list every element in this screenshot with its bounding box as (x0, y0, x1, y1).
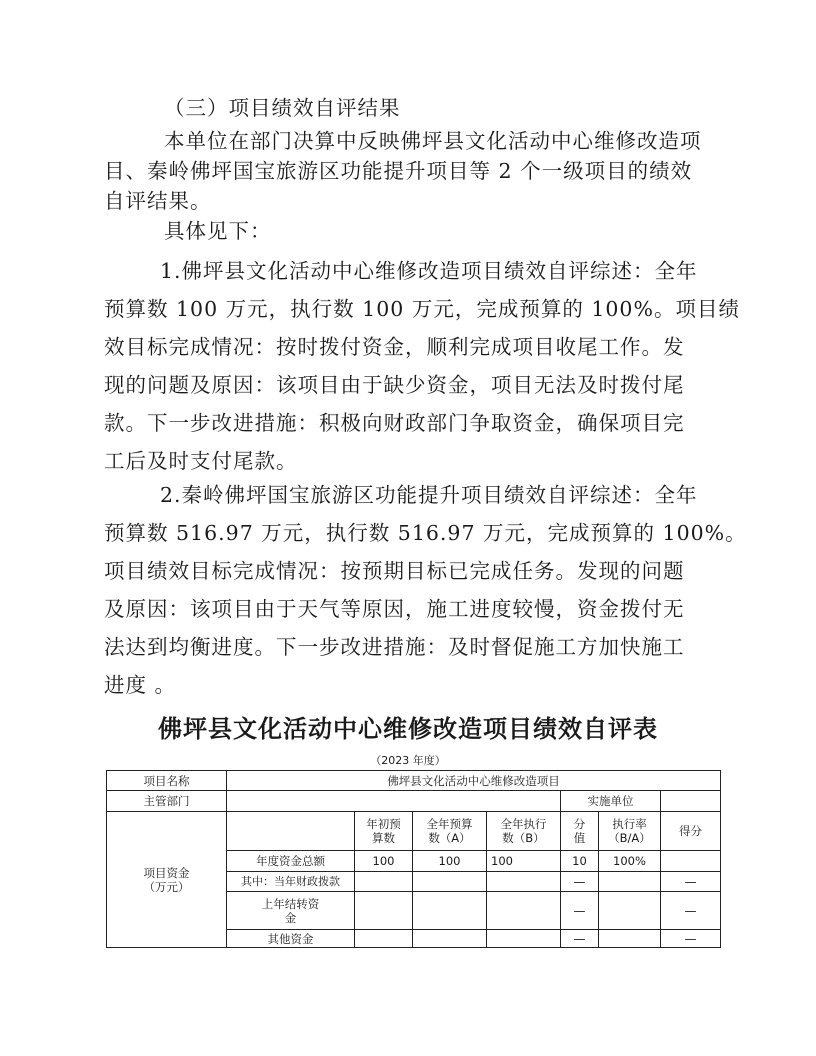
cell-points: — (561, 930, 599, 948)
item1-line: 预算数 100 万元，执行数 100 万元，完成预算的 100%。项目绩 (104, 297, 740, 321)
detail-lead-text: 具体见下： (164, 219, 272, 243)
item1-line: 效目标完成情况：按时拨付资金，顺利完成项目收尾工作。发 (104, 335, 685, 359)
cell-rate: 100% (599, 851, 661, 872)
table-row (107, 791, 721, 812)
cell-annual (413, 892, 487, 930)
item2-paragraph (104, 476, 747, 704)
table-title: 佛坪县文化活动中心维修改造项目绩效自评表 (158, 715, 658, 743)
project-name-value: 佛坪县文化活动中心维修改造项目 (227, 771, 721, 791)
cell-exec (487, 872, 561, 892)
row-label: 其中：当年财政拨款 (227, 872, 355, 892)
performance-table (106, 770, 721, 948)
cell-rate (599, 892, 661, 930)
blank-header-cell (227, 812, 355, 851)
item1-line: 款。下一步改进措施：积极向财政部门争取资金，确保项目完 (104, 411, 685, 435)
item1-paragraph (104, 252, 740, 480)
detail-lead-paragraph (104, 216, 704, 251)
intro-line: 目、秦岭佛坪国宝旅游区功能提升项目等 2 个一级项目的绩效 (104, 159, 693, 183)
header-annual-exec: 全年执行 数（B） (487, 812, 561, 851)
cell-annual: 100 (413, 851, 487, 872)
cell-rate (599, 872, 661, 892)
item2-line: 项目绩效目标完成情况：按预期目标已完成任务。发现的问题 (104, 559, 685, 583)
dept-value (227, 791, 561, 812)
item1-line: 现的问题及原因：该项目由于缺少资金，项目无法及时拨付尾 (104, 373, 685, 397)
item2-line: 预算数 516.97 万元，执行数 516.97 万元，完成预算的 100%。 (104, 521, 747, 545)
cell-score: — (661, 872, 721, 892)
table-year: （2023 年度） (370, 754, 446, 767)
project-name-label: 项目名称 (107, 771, 227, 791)
intro-paragraph (104, 126, 704, 216)
header-exec-rate: 执行率 （B/A） (599, 812, 661, 851)
cell-exec (487, 892, 561, 930)
cell-points: 10 (561, 851, 599, 872)
item2-line: 及原因：该项目由于天气等原因，施工进度较慢，资金拨付无 (104, 597, 685, 621)
impl-unit-label: 实施单位 (561, 791, 661, 812)
cell-initial (355, 872, 413, 892)
cell-exec (487, 930, 561, 948)
dept-label: 主管部门 (107, 791, 227, 812)
cell-initial: 100 (355, 851, 413, 872)
table-row (107, 771, 721, 791)
section-heading-text: （三）项目绩效自评结果 (164, 96, 401, 120)
row-label: 年度资金总额 (227, 851, 355, 872)
item2-line: 2.秦岭佛坪国宝旅游区功能提升项目绩效自评综述：全年 (160, 483, 698, 507)
funds-label: 项目资金 （万元） (107, 812, 227, 948)
item1-line: 工后及时支付尾款。 (104, 449, 298, 473)
cell-points: — (561, 892, 599, 930)
header-annual-budget: 全年预算 数（A） (413, 812, 487, 851)
cell-rate (599, 930, 661, 948)
cell-score: — (661, 930, 721, 948)
cell-annual (413, 930, 487, 948)
impl-unit-value (661, 791, 721, 812)
item1-line: 1.佛坪县文化活动中心维修改造项目绩效自评综述：全年 (160, 259, 698, 283)
cell-points: — (561, 872, 599, 892)
row-label: 其他资金 (227, 930, 355, 948)
item2-line: 进度 。 (104, 673, 177, 697)
item2-line: 法达到均衡进度。下一步改进措施：及时督促施工方加快施工 (104, 635, 685, 659)
cell-annual (413, 872, 487, 892)
header-score: 得分 (661, 812, 721, 851)
cell-initial (355, 930, 413, 948)
table-row (107, 812, 721, 851)
cell-score (661, 851, 721, 872)
row-label: 上年结转资 金 (227, 892, 355, 930)
intro-line: 本单位在部门决算中反映佛坪县文化活动中心维修改造项 (164, 129, 702, 153)
cell-score: — (661, 892, 721, 930)
intro-line: 自评结果。 (104, 189, 212, 213)
header-initial-budget: 年初预 算数 (355, 812, 413, 851)
cell-initial (355, 892, 413, 930)
header-points: 分 值 (561, 812, 599, 851)
cell-exec: 100 (487, 851, 561, 872)
